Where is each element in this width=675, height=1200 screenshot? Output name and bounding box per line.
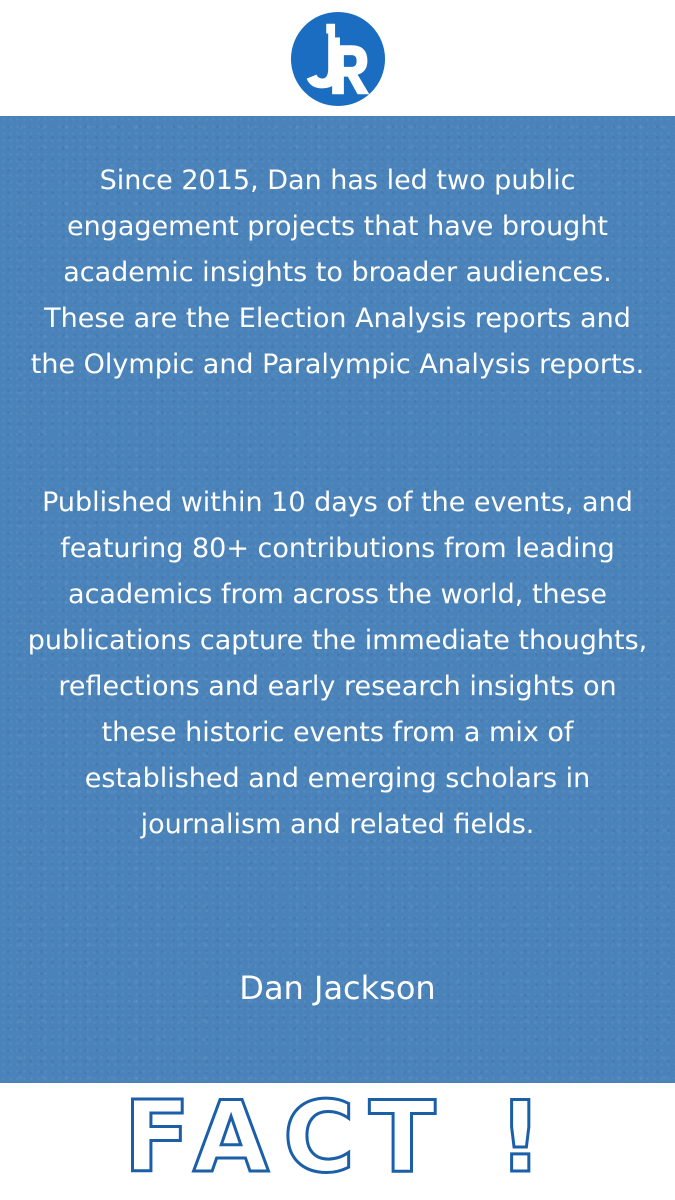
body-paragraph-2: Published within 10 days of the events, and featuring 80+ contributions from leading academics from across the world, these publications capture the immediate thoughts, reflections and early research insights on these historic events from a mix of established and emerging scholars in journalism and related fields.	[27, 487, 648, 840]
author-name: Dan Jackson	[239, 969, 436, 1007]
body-paragraph-1: Since 2015, Dan has led two public engagement projects that have brought academic insights to broader audiences. These are the Election Analysis reports and the Olympic and Paralympic Analysis reports.	[30, 165, 645, 380]
header-band	[0, 0, 675, 116]
quote-panel	[0, 116, 675, 1083]
fact-headline-text: FACT !	[123, 1083, 557, 1195]
fact-headline	[0, 1083, 675, 1200]
jr-monogram-logo-icon	[289, 10, 387, 108]
footer-band	[0, 1083, 675, 1200]
